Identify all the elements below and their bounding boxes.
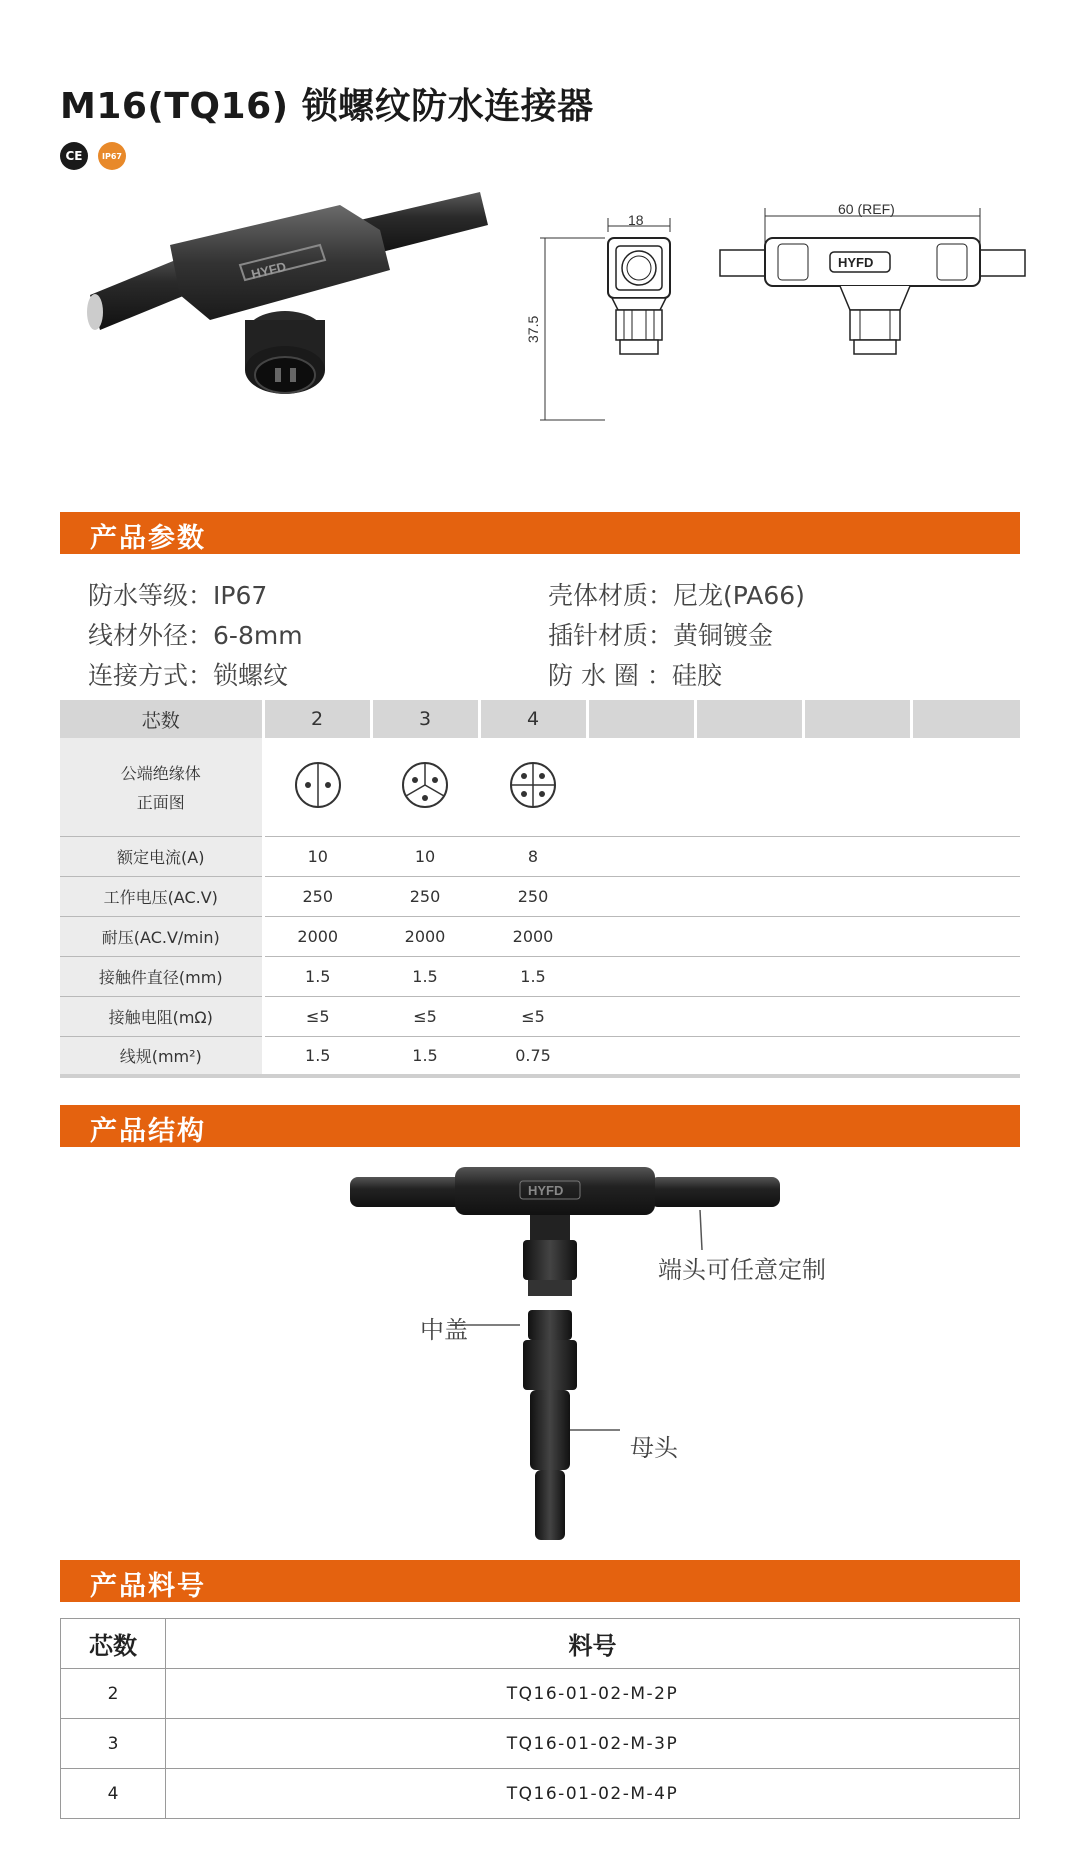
- insulator-label: 公端绝缘体 正面图: [60, 738, 263, 836]
- product-photo: [90, 210, 490, 440]
- spec-header-core: 4: [479, 700, 587, 738]
- certification-badges: [60, 142, 126, 170]
- table-row: [60, 738, 1020, 836]
- table-row: 耐压(AC.V/min) 2000 2000 2000: [60, 916, 1020, 956]
- callout-female: 母头: [630, 1434, 678, 1462]
- insulator-4pin-icon: [479, 738, 587, 836]
- dim-length-label: 60 (REF): [838, 201, 895, 217]
- param-item: 防水等级： IP67: [88, 581, 268, 610]
- spec-header-empty: [803, 700, 911, 738]
- part-header-part: 料号: [166, 1619, 1020, 1669]
- section-header-structure: [60, 1105, 1020, 1147]
- param-item: 防 水 圈 ： 硅胶: [548, 661, 722, 690]
- table-row: 接触电阻(mΩ) ≤5 ≤5 ≤5: [60, 996, 1020, 1036]
- spec-header-cores: 芯数: [60, 700, 263, 738]
- param-item: 插针材质： 黄铜镀金: [548, 621, 774, 650]
- section-title: 产品结构: [90, 1116, 206, 1147]
- spec-header-empty: [695, 700, 803, 738]
- svg-text:HYFD: HYFD: [249, 258, 288, 282]
- structure-brand-label: HYFD: [528, 1183, 564, 1198]
- callout-middle-cap: 中盖: [420, 1316, 468, 1344]
- spec-header-empty: [587, 700, 695, 738]
- param-item: 壳体材质： 尼龙(PA66): [548, 581, 805, 610]
- table-row: 工作电压(AC.V) 250 250 250: [60, 876, 1020, 916]
- spec-header-core: 3: [371, 700, 479, 738]
- dimension-drawing: [520, 201, 1040, 428]
- ce-mark-icon: CE: [60, 142, 88, 170]
- table-row: 2 TQ16-01-02-M-2P: [61, 1669, 1020, 1719]
- params-list: [88, 576, 1008, 696]
- part-number-table: [60, 1618, 1020, 1819]
- table-row: 4 TQ16-01-02-M-4P: [61, 1769, 1020, 1819]
- part-header-cores: 芯数: [61, 1619, 166, 1669]
- param-item: 连接方式： 锁螺纹: [88, 661, 289, 690]
- param-item: 线材外径： 6-8mm: [88, 621, 303, 650]
- callout-end-custom: 端头可任意定制: [658, 1256, 826, 1284]
- table-row: 3 TQ16-01-02-M-3P: [61, 1719, 1020, 1769]
- section-header-part-no: [60, 1560, 1020, 1602]
- table-row: 额定电流(A) 10 10 8: [60, 836, 1020, 876]
- insulator-3pin-icon: [371, 738, 479, 836]
- ip67-badge-icon: IP67: [98, 142, 126, 170]
- insulator-2pin-icon: [263, 738, 371, 836]
- spec-header-empty: [911, 700, 1020, 738]
- drawing-brand-label: HYFD: [838, 255, 874, 270]
- table-row: 接触件直径(mm) 1.5 1.5 1.5: [60, 956, 1020, 996]
- section-title: 产品料号: [90, 1571, 206, 1602]
- dim-width-label: 18: [628, 212, 644, 228]
- dim-height-label: 37.5: [525, 315, 541, 343]
- section-title: 产品参数: [90, 523, 206, 554]
- table-row: 线规(mm²) 1.5 1.5 0.75: [60, 1036, 1020, 1076]
- structure-photo: [330, 1165, 850, 1545]
- section-header-params: [60, 512, 1020, 554]
- spec-table: [60, 700, 1020, 1078]
- page-title: M16(TQ16) 锁螺纹防水连接器: [60, 86, 594, 127]
- spec-header-core: 2: [263, 700, 371, 738]
